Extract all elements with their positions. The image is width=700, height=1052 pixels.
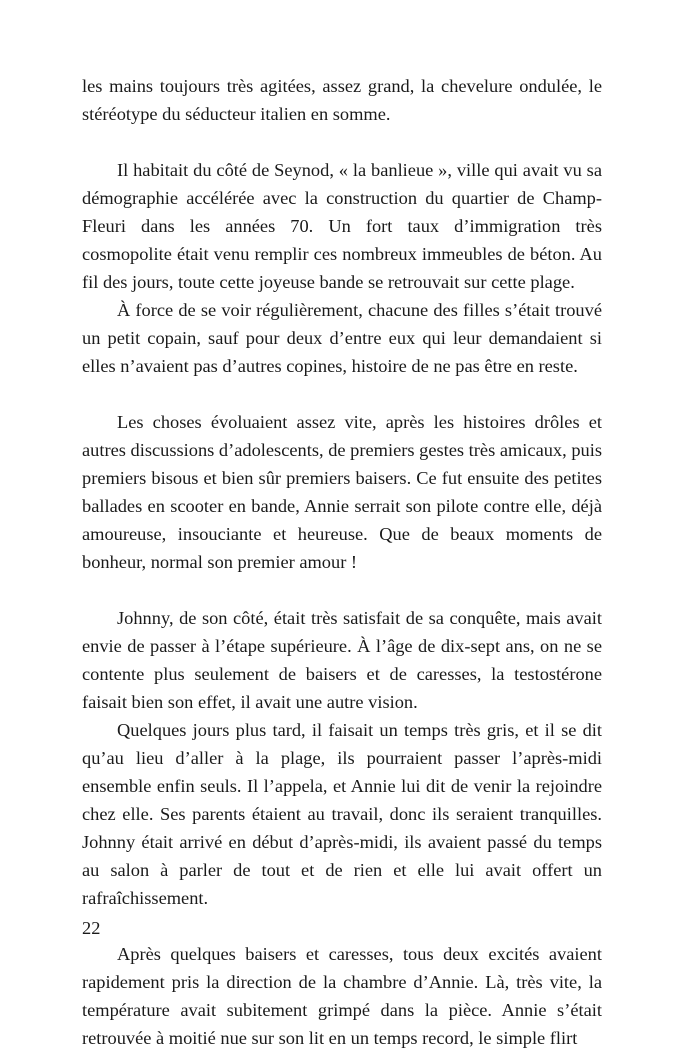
- paragraph-chambre: Après quelques baisers et caresses, tous deux excités avaient rapidement pris la direction de la chambre d’Annie. Là, très vite, la température avait subitement grimpé dans la pièce. Annie s’était retrouvée à moitié nue sur son lit en un temps record, le simple flirt: [82, 944, 602, 1048]
- paragraph-seynod: Il habitait du côté de Seynod, « la banlieue », ville qui avait vu sa démographie accélérée avec la construction du quartier de Champ-Fleuri dans les années 70. Un fort taux d’immigration très cosmopolite était venu remplir ces nombreux immeubles de béton. Au fil des jours, toute cette joyeuse bande se retrouvait sur cette plage.: [82, 160, 602, 292]
- paragraph-copains: À force de se voir régulièrement, chacune des filles s’était trouvé un petit copain, sauf pour deux d’entre eux qui leur demandaient si elles n’avaient pas d’autres copines, histoire de ne pas être en reste.: [82, 300, 602, 376]
- page-number: 22: [82, 918, 101, 938]
- paragraph-evolution: Les choses évoluaient assez vite, après les histoires drôles et autres discussions d’adolescents, de premiers gestes très amicaux, puis premiers bisous et bien sûr premiers baisers. Ce fut ensuite des petites ballades en scooter en bande, Annie serrait son pilote contre elle, déjà amoureuse, insouciante et heureuse. Que de beaux moments de bonheur, normal son premier amour !: [82, 412, 602, 572]
- paragraph-quelques-jours: Quelques jours plus tard, il faisait un temps très gris, et il se dit qu’au lieu d’aller à la plage, ils pourraient passer l’après-midi ensemble enfin seuls. Il l’appela, et Annie lui dit de venir la rejoindre chez elle. Ses parents étaient au travail, donc ils seraient tranquilles. Johnny était arrivé en début d’après-midi, ils avaient passé du temps au salon à parler de tout et de rien et elle lui avait offert un rafraîchissement.: [82, 720, 602, 908]
- page-body: [82, 72, 602, 1052]
- paragraph-continuation: les mains toujours très agitées, assez grand, la chevelure ondulée, le stéréotype du séducteur italien en somme.: [82, 76, 602, 124]
- paragraph-johnny: Johnny, de son côté, était très satisfait de sa conquête, mais avait envie de passer à l’étape supérieure. À l’âge de dix-sept ans, on ne se contente plus seulement de baisers et de caresses, la testostérone faisait bien son effet, il avait une autre vision.: [82, 608, 602, 712]
